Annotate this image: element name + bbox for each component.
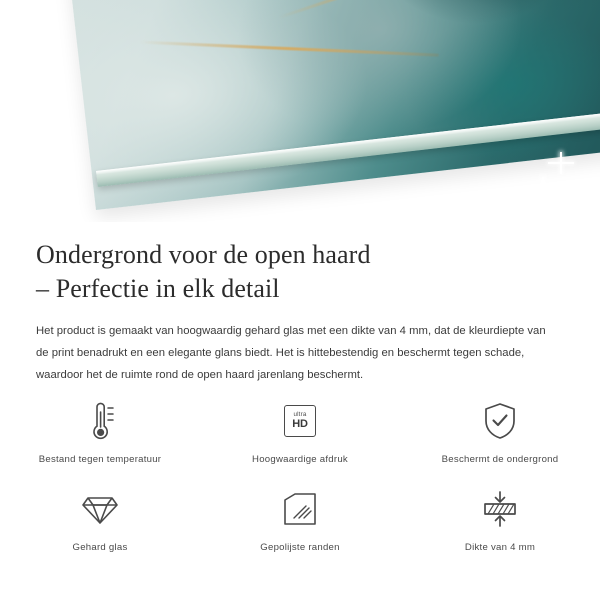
feature-polished-edges [200, 486, 400, 554]
sparkle-small-icon [548, 150, 574, 176]
artwork-gold-vein-3 [139, 41, 439, 57]
page-title [0, 222, 600, 306]
feature-polished-edges-label: Gepolijste randen [260, 542, 340, 554]
sparkle-core [537, 193, 549, 205]
feature-thickness [400, 486, 600, 554]
feature-grid [0, 398, 600, 555]
description-paragraph: Het product is gemaakt van hoogwaardig gehard glas met een dikte van 4 mm, dat de kleurdiepte van de print benadrukt en een elegante glans biedt. Het is hittebestendig en beschermt tegen schade, waardoor het de ruimte rond de open haard jarenlang beschermt. [36, 324, 546, 381]
ultra-hd-icon [284, 398, 316, 444]
feature-temperature [0, 398, 200, 466]
feature-surface-protection-label: Beschermt de ondergrond [441, 454, 559, 465]
polished-edges-icon [281, 486, 319, 532]
ultra-hd-badge-bottom: HD [292, 418, 308, 431]
text-content [0, 222, 600, 386]
shield-check-icon [481, 398, 519, 444]
feature-tempered-glass-label: Gehard glas [72, 542, 128, 554]
feature-temperature-label: Bestand tegen temperatuur [38, 454, 162, 465]
sparkle-icon [516, 172, 570, 222]
page-title-line-1: Ondergrond voor de open haard [36, 240, 371, 269]
ultra-hd-badge [284, 405, 316, 437]
feature-tempered-glass [0, 486, 200, 554]
feature-print-quality [200, 398, 400, 466]
page-title-line-2: – Perfectie in elk detail [36, 273, 280, 303]
sparkle-diagonal-2 [533, 190, 552, 209]
hero-image-inner [0, 0, 600, 222]
feature-thickness-label: Dikte van 4 mm [464, 542, 536, 554]
ultra-hd-badge-top: ultra [293, 410, 307, 418]
artwork-dark-blend [350, 0, 600, 49]
feature-surface-protection [400, 398, 600, 466]
thickness-arrows-icon [479, 486, 521, 532]
hero-image [0, 0, 600, 222]
thermometer-icon [80, 398, 120, 444]
sparkle-diagonal-1 [533, 190, 552, 209]
diamond-icon [79, 486, 121, 532]
feature-print-quality-label: Hoogwaardige afdruk [252, 454, 348, 465]
